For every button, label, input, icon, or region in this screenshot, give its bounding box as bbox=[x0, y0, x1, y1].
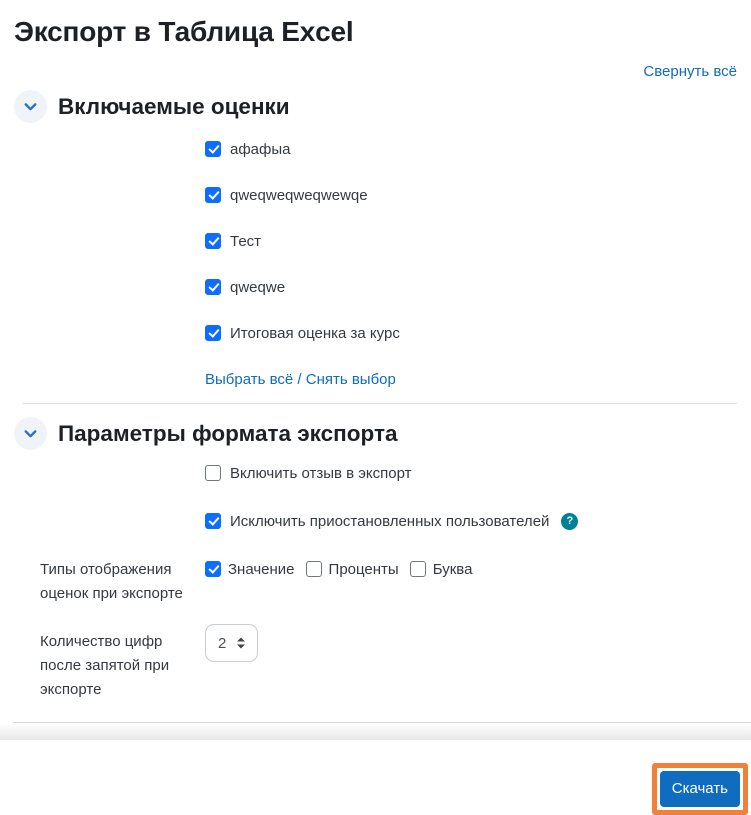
include-feedback-row bbox=[205, 462, 737, 484]
grade-item-row bbox=[205, 230, 737, 252]
grade-item-row bbox=[205, 322, 737, 344]
decimal-points-row bbox=[14, 624, 737, 702]
section-header-format[interactable] bbox=[14, 417, 737, 450]
checkbox-grade-item-5[interactable] bbox=[205, 325, 221, 341]
display-types-options bbox=[205, 558, 737, 580]
checkbox-grade-item-2[interactable] bbox=[205, 187, 221, 203]
collapse-all-row bbox=[14, 62, 737, 82]
checkbox-display-real[interactable] bbox=[205, 561, 221, 577]
section-header-grades[interactable] bbox=[14, 90, 737, 123]
page-title: Экспорт в Таблица Excel bbox=[14, 16, 354, 47]
checkbox-exclude-suspended[interactable] bbox=[205, 513, 221, 529]
include-feedback-label: Включить отзыв в экспорт bbox=[230, 464, 412, 482]
grade-item-row bbox=[205, 138, 737, 160]
checkbox-grade-item-3[interactable] bbox=[205, 233, 221, 249]
select-all-none-link[interactable]: Выбрать всё / Снять выбор bbox=[205, 370, 396, 388]
display-type-option bbox=[306, 558, 399, 580]
display-types-label: Типы отображения оценок при экспорте bbox=[40, 561, 183, 602]
section-divider bbox=[22, 403, 737, 404]
display-type-option bbox=[205, 558, 295, 580]
grade-item-label: Итоговая оценка за курс bbox=[230, 324, 400, 342]
chevron-down-icon[interactable] bbox=[14, 417, 47, 450]
help-icon[interactable]: ? bbox=[561, 513, 578, 530]
scroll-edge-shadow bbox=[0, 723, 751, 740]
checkbox-display-letter[interactable] bbox=[410, 561, 426, 577]
decimal-points-field bbox=[205, 624, 737, 662]
checkbox-display-percentage[interactable] bbox=[306, 561, 322, 577]
grade-item-label: qweqweqweqwewqe bbox=[230, 186, 368, 204]
grade-item-label: qweqwe bbox=[230, 278, 286, 296]
section-title-grades: Включаемые оценки bbox=[58, 93, 290, 119]
grade-item-label: Тест bbox=[230, 232, 262, 250]
grade-item-label: афафыа bbox=[230, 140, 291, 158]
display-types-row bbox=[14, 558, 737, 606]
format-options-list bbox=[205, 462, 737, 532]
checkbox-grade-item-1[interactable] bbox=[205, 141, 221, 157]
grade-item-row bbox=[205, 184, 737, 206]
grade-item-row bbox=[205, 276, 737, 298]
section-title-format: Параметры формата экспорта bbox=[58, 420, 398, 446]
decimal-points-select[interactable] bbox=[205, 624, 258, 662]
collapse-all-link[interactable]: Свернуть всё bbox=[643, 63, 737, 80]
action-highlight-annotation bbox=[652, 763, 748, 815]
checkbox-grade-item-4[interactable] bbox=[205, 279, 221, 295]
checkbox-include-feedback[interactable] bbox=[205, 465, 221, 481]
content-bottom-edge bbox=[0, 722, 751, 740]
exclude-suspended-label: Исключить приостановленных пользователей bbox=[230, 512, 550, 530]
select-all-row bbox=[205, 368, 737, 390]
grade-items-list bbox=[205, 138, 737, 390]
chevron-down-icon[interactable] bbox=[14, 90, 47, 123]
display-type-label: Проценты bbox=[328, 560, 399, 578]
display-type-label: Значение bbox=[228, 560, 295, 578]
exclude-suspended-row bbox=[205, 510, 737, 532]
download-button[interactable]: Скачать bbox=[660, 771, 740, 807]
select-spinner-icon bbox=[234, 635, 248, 651]
decimal-points-value: 2 bbox=[218, 634, 227, 652]
display-type-label: Буква bbox=[432, 560, 473, 578]
decimal-points-label: Количество цифр после запятой при экспорте bbox=[40, 633, 170, 698]
display-type-option bbox=[410, 558, 473, 580]
form-actions bbox=[0, 763, 751, 815]
